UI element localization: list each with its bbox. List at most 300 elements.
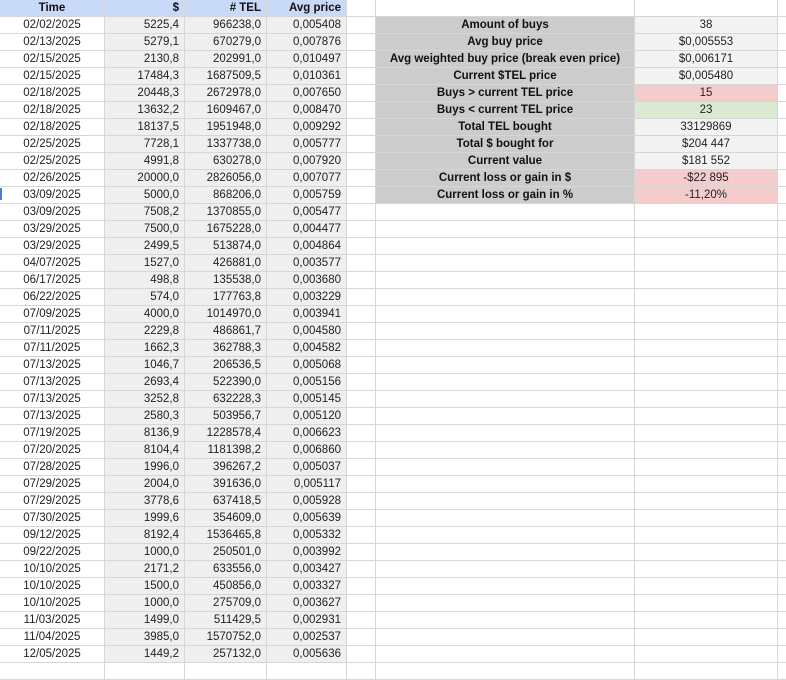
empty-cell[interactable] [778,51,786,68]
empty-cell[interactable] [347,68,376,85]
empty-cell[interactable] [347,17,376,34]
cell-avg-price[interactable] [267,51,347,68]
cell-amount-usd[interactable] [105,391,185,408]
cell-avg-price[interactable] [267,323,347,340]
cell-tel-count[interactable] [185,612,267,629]
cell-amount-usd[interactable] [105,527,185,544]
cell-tel-count[interactable] [185,119,267,136]
cell-tel-count[interactable] [185,17,267,34]
cell-time[interactable] [0,170,105,187]
cell-tel-count[interactable] [185,527,267,544]
empty-cell[interactable] [635,544,778,561]
cell-tel-count[interactable] [185,459,267,476]
empty-cell[interactable] [778,544,786,561]
cell-avg-price[interactable] [267,119,347,136]
empty-cell[interactable] [347,221,376,238]
cell-avg-price[interactable] [267,34,347,51]
cell-avg-price[interactable] [267,459,347,476]
summary-value[interactable] [635,136,778,153]
cell-tel-count[interactable] [185,136,267,153]
empty-cell[interactable] [635,340,778,357]
cell-amount-usd[interactable] [105,340,185,357]
empty-cell[interactable] [635,442,778,459]
empty-cell[interactable] [347,374,376,391]
summary-value[interactable] [635,17,778,34]
summary-label[interactable] [376,153,635,170]
empty-cell[interactable] [347,289,376,306]
cell-avg-price[interactable] [267,374,347,391]
empty-cell[interactable] [635,459,778,476]
empty-cell[interactable] [778,595,786,612]
cell-avg-price[interactable] [267,153,347,170]
empty-cell[interactable] [347,306,376,323]
empty-cell[interactable] [376,629,635,646]
empty-cell[interactable] [635,238,778,255]
cell-tel-count[interactable] [185,340,267,357]
empty-cell[interactable] [347,629,376,646]
cell-amount-usd[interactable] [105,272,185,289]
cell-avg-price[interactable] [267,527,347,544]
empty-cell[interactable] [778,578,786,595]
cell-time[interactable] [0,204,105,221]
empty-cell[interactable] [635,255,778,272]
empty-cell[interactable] [347,510,376,527]
cell-tel-count[interactable] [185,476,267,493]
empty-cell[interactable] [635,425,778,442]
cell-tel-count[interactable] [185,289,267,306]
cell-time[interactable] [0,306,105,323]
empty-cell[interactable] [347,425,376,442]
cell-time[interactable] [0,136,105,153]
cell-amount-usd[interactable] [105,425,185,442]
empty-cell[interactable] [635,323,778,340]
empty-cell[interactable] [347,391,376,408]
cell-time[interactable] [0,272,105,289]
empty-cell[interactable] [635,493,778,510]
empty-cell[interactable] [376,391,635,408]
cell-amount-usd[interactable] [105,85,185,102]
cell-tel-count[interactable] [185,544,267,561]
cell-time[interactable] [0,221,105,238]
empty-cell[interactable] [347,51,376,68]
empty-cell[interactable] [376,663,635,680]
cell-amount-usd[interactable] [105,629,185,646]
summary-label[interactable] [376,170,635,187]
empty-cell[interactable] [376,425,635,442]
cell-avg-price[interactable] [267,68,347,85]
empty-cell[interactable] [347,153,376,170]
cell-tel-count[interactable] [185,272,267,289]
cell-time[interactable] [0,595,105,612]
empty-cell[interactable] [347,136,376,153]
empty-cell[interactable] [778,527,786,544]
cell-tel-count[interactable] [185,34,267,51]
empty-cell[interactable] [376,527,635,544]
cell-avg-price[interactable] [267,493,347,510]
empty-cell[interactable] [376,510,635,527]
cell-amount-usd[interactable] [105,323,185,340]
cell-tel-count[interactable] [185,578,267,595]
empty-cell[interactable] [376,255,635,272]
cell-avg-price[interactable] [267,357,347,374]
cell-time[interactable] [0,119,105,136]
cell-tel-count[interactable] [185,425,267,442]
cell-amount-usd[interactable] [105,476,185,493]
cell-time[interactable] [0,646,105,663]
cell-tel-count[interactable] [185,221,267,238]
cell-amount-usd[interactable] [105,221,185,238]
cell-tel-count[interactable] [185,595,267,612]
empty-cell[interactable] [635,527,778,544]
empty-cell[interactable] [778,136,786,153]
cell-time[interactable] [0,578,105,595]
empty-cell[interactable] [376,306,635,323]
cell-avg-price[interactable] [267,170,347,187]
empty-cell[interactable] [347,272,376,289]
empty-cell[interactable] [635,391,778,408]
summary-value[interactable] [635,102,778,119]
empty-cell[interactable] [376,493,635,510]
empty-cell[interactable] [778,391,786,408]
empty-cell[interactable] [778,170,786,187]
cell-avg-price[interactable] [267,408,347,425]
empty-cell[interactable] [347,646,376,663]
empty-cell[interactable] [778,442,786,459]
cell-tel-count[interactable] [185,442,267,459]
summary-label[interactable] [376,34,635,51]
cell-avg-price[interactable] [267,391,347,408]
empty-cell[interactable] [347,204,376,221]
cell-amount-usd[interactable] [105,204,185,221]
cell-amount-usd[interactable] [105,136,185,153]
cell-time[interactable] [0,323,105,340]
cell-tel-count[interactable] [185,306,267,323]
cell-time[interactable] [0,663,105,680]
empty-cell[interactable] [635,595,778,612]
empty-cell[interactable] [376,204,635,221]
empty-cell[interactable] [635,629,778,646]
cell-amount-usd[interactable] [105,663,185,680]
empty-cell[interactable] [376,408,635,425]
cell-avg-price[interactable] [267,102,347,119]
empty-cell[interactable] [778,0,786,17]
cell-avg-price[interactable] [267,238,347,255]
cell-time[interactable] [0,255,105,272]
summary-label[interactable] [376,68,635,85]
empty-cell[interactable] [778,646,786,663]
cell-tel-count[interactable] [185,493,267,510]
empty-cell[interactable] [347,442,376,459]
cell-time[interactable] [0,612,105,629]
cell-amount-usd[interactable] [105,306,185,323]
cell-avg-price[interactable] [267,578,347,595]
summary-value[interactable] [635,187,778,204]
cell-time[interactable] [0,425,105,442]
empty-cell[interactable] [347,187,376,204]
header-amount-usd[interactable] [105,0,185,17]
empty-cell[interactable] [778,68,786,85]
empty-cell[interactable] [347,561,376,578]
header-time[interactable] [0,0,105,17]
cell-time[interactable] [0,289,105,306]
empty-cell[interactable] [376,238,635,255]
cell-amount-usd[interactable] [105,17,185,34]
cell-time[interactable] [0,17,105,34]
empty-cell[interactable] [376,459,635,476]
cell-amount-usd[interactable] [105,238,185,255]
cell-avg-price[interactable] [267,85,347,102]
empty-cell[interactable] [376,374,635,391]
summary-label[interactable] [376,102,635,119]
empty-cell[interactable] [778,612,786,629]
summary-label[interactable] [376,85,635,102]
cell-amount-usd[interactable] [105,68,185,85]
empty-cell[interactable] [778,34,786,51]
cell-avg-price[interactable] [267,204,347,221]
cell-time[interactable] [0,51,105,68]
cell-time[interactable] [0,629,105,646]
empty-cell[interactable] [347,527,376,544]
empty-cell[interactable] [778,663,786,680]
cell-time[interactable] [0,102,105,119]
empty-cell[interactable] [347,578,376,595]
empty-cell[interactable] [635,578,778,595]
empty-cell[interactable] [376,578,635,595]
cell-tel-count[interactable] [185,408,267,425]
cell-avg-price[interactable] [267,255,347,272]
cell-amount-usd[interactable] [105,102,185,119]
cell-tel-count[interactable] [185,646,267,663]
cell-amount-usd[interactable] [105,289,185,306]
empty-cell[interactable] [635,306,778,323]
empty-cell[interactable] [635,663,778,680]
empty-cell[interactable] [778,119,786,136]
empty-cell[interactable] [376,476,635,493]
cell-time[interactable] [0,544,105,561]
cell-avg-price[interactable] [267,612,347,629]
empty-cell[interactable] [635,221,778,238]
cell-amount-usd[interactable] [105,170,185,187]
empty-cell[interactable] [778,493,786,510]
empty-cell[interactable] [347,612,376,629]
cell-avg-price[interactable] [267,663,347,680]
empty-cell[interactable] [778,459,786,476]
empty-cell[interactable] [635,374,778,391]
empty-cell[interactable] [635,289,778,306]
empty-cell[interactable] [376,442,635,459]
cell-amount-usd[interactable] [105,187,185,204]
cell-tel-count[interactable] [185,357,267,374]
empty-cell[interactable] [347,34,376,51]
empty-cell[interactable] [347,357,376,374]
cell-amount-usd[interactable] [105,544,185,561]
cell-avg-price[interactable] [267,425,347,442]
empty-cell[interactable] [635,0,778,17]
cell-tel-count[interactable] [185,238,267,255]
empty-cell[interactable] [347,493,376,510]
empty-cell[interactable] [778,374,786,391]
empty-cell[interactable] [635,612,778,629]
empty-cell[interactable] [347,476,376,493]
empty-cell[interactable] [347,0,376,17]
cell-time[interactable] [0,340,105,357]
cell-avg-price[interactable] [267,136,347,153]
empty-cell[interactable] [635,357,778,374]
cell-amount-usd[interactable] [105,561,185,578]
empty-cell[interactable] [778,323,786,340]
empty-cell[interactable] [778,408,786,425]
cell-time[interactable] [0,561,105,578]
cell-avg-price[interactable] [267,544,347,561]
empty-cell[interactable] [347,255,376,272]
empty-cell[interactable] [347,102,376,119]
cell-amount-usd[interactable] [105,510,185,527]
summary-label[interactable] [376,119,635,136]
empty-cell[interactable] [635,272,778,289]
summary-value[interactable] [635,34,778,51]
empty-cell[interactable] [778,153,786,170]
cell-avg-price[interactable] [267,595,347,612]
empty-cell[interactable] [778,221,786,238]
cell-avg-price[interactable] [267,187,347,204]
cell-tel-count[interactable] [185,629,267,646]
empty-cell[interactable] [778,85,786,102]
empty-cell[interactable] [376,340,635,357]
cell-avg-price[interactable] [267,17,347,34]
empty-cell[interactable] [778,306,786,323]
empty-cell[interactable] [778,425,786,442]
header-avg-price[interactable] [267,0,347,17]
cell-tel-count[interactable] [185,187,267,204]
summary-value[interactable] [635,170,778,187]
empty-cell[interactable] [347,170,376,187]
empty-cell[interactable] [376,561,635,578]
cell-avg-price[interactable] [267,510,347,527]
cell-avg-price[interactable] [267,221,347,238]
summary-value[interactable] [635,68,778,85]
cell-time[interactable] [0,187,105,204]
cell-amount-usd[interactable] [105,119,185,136]
empty-cell[interactable] [778,357,786,374]
cell-time[interactable] [0,459,105,476]
empty-cell[interactable] [376,544,635,561]
empty-cell[interactable] [635,408,778,425]
cell-tel-count[interactable] [185,85,267,102]
empty-cell[interactable] [347,544,376,561]
cell-time[interactable] [0,357,105,374]
empty-cell[interactable] [376,272,635,289]
cell-amount-usd[interactable] [105,595,185,612]
cell-tel-count[interactable] [185,323,267,340]
empty-cell[interactable] [376,357,635,374]
summary-value[interactable] [635,51,778,68]
empty-cell[interactable] [347,119,376,136]
cell-tel-count[interactable] [185,255,267,272]
cell-avg-price[interactable] [267,561,347,578]
cell-time[interactable] [0,238,105,255]
empty-cell[interactable] [376,221,635,238]
cell-tel-count[interactable] [185,510,267,527]
cell-avg-price[interactable] [267,646,347,663]
summary-label[interactable] [376,136,635,153]
cell-avg-price[interactable] [267,340,347,357]
cell-amount-usd[interactable] [105,612,185,629]
cell-amount-usd[interactable] [105,374,185,391]
cell-time[interactable] [0,442,105,459]
empty-cell[interactable] [347,595,376,612]
cell-avg-price[interactable] [267,306,347,323]
empty-cell[interactable] [347,238,376,255]
empty-cell[interactable] [376,646,635,663]
cell-time[interactable] [0,85,105,102]
cell-tel-count[interactable] [185,391,267,408]
cell-time[interactable] [0,527,105,544]
cell-amount-usd[interactable] [105,255,185,272]
cell-avg-price[interactable] [267,629,347,646]
empty-cell[interactable] [778,204,786,221]
cell-time[interactable] [0,476,105,493]
cell-amount-usd[interactable] [105,442,185,459]
empty-cell[interactable] [778,255,786,272]
cell-tel-count[interactable] [185,51,267,68]
empty-cell[interactable] [347,408,376,425]
cell-time[interactable] [0,374,105,391]
empty-cell[interactable] [635,646,778,663]
cell-avg-price[interactable] [267,442,347,459]
cell-amount-usd[interactable] [105,34,185,51]
empty-cell[interactable] [778,238,786,255]
empty-cell[interactable] [347,323,376,340]
cell-amount-usd[interactable] [105,357,185,374]
empty-cell[interactable] [778,476,786,493]
empty-cell[interactable] [778,629,786,646]
summary-value[interactable] [635,153,778,170]
empty-cell[interactable] [635,561,778,578]
cell-amount-usd[interactable] [105,51,185,68]
cell-tel-count[interactable] [185,374,267,391]
cell-tel-count[interactable] [185,153,267,170]
empty-cell[interactable] [347,459,376,476]
cell-time[interactable] [0,153,105,170]
empty-cell[interactable] [778,17,786,34]
cell-time[interactable] [0,34,105,51]
summary-value[interactable] [635,85,778,102]
cell-amount-usd[interactable] [105,646,185,663]
empty-cell[interactable] [778,561,786,578]
empty-cell[interactable] [376,0,635,17]
cell-tel-count[interactable] [185,663,267,680]
cell-time[interactable] [0,391,105,408]
empty-cell[interactable] [376,595,635,612]
empty-cell[interactable] [778,340,786,357]
cell-tel-count[interactable] [185,170,267,187]
empty-cell[interactable] [347,340,376,357]
cell-tel-count[interactable] [185,204,267,221]
empty-cell[interactable] [376,289,635,306]
cell-tel-count[interactable] [185,102,267,119]
empty-cell[interactable] [778,510,786,527]
cell-time[interactable] [0,68,105,85]
cell-amount-usd[interactable] [105,408,185,425]
cell-time[interactable] [0,510,105,527]
summary-label[interactable] [376,187,635,204]
empty-cell[interactable] [635,204,778,221]
empty-cell[interactable] [778,102,786,119]
cell-avg-price[interactable] [267,289,347,306]
empty-cell[interactable] [635,510,778,527]
empty-cell[interactable] [347,663,376,680]
empty-cell[interactable] [347,85,376,102]
